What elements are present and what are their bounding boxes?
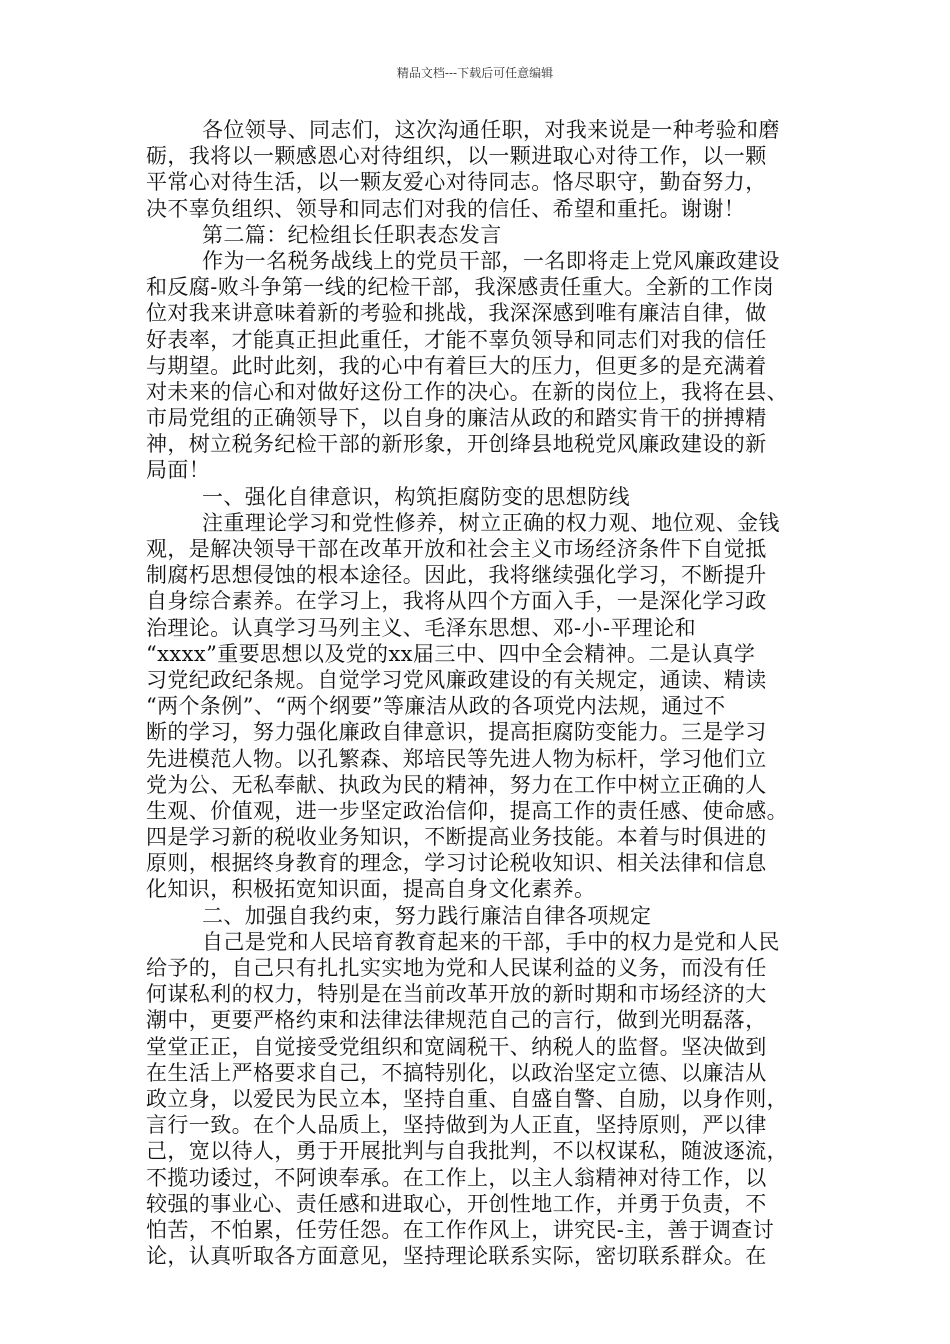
text-line: 与期望。此时此刻，我的心中有着巨大的压力，但更多的是充满着 xyxy=(146,353,767,378)
text-line: 治理论。认真学习马列主义、毛泽东思想、邓-小-平理论和 xyxy=(146,615,696,640)
text-line: 神，树立税务纪检干部的新形象，开创绛县地税党风廉政建设的新 xyxy=(146,432,767,457)
text-line: 二、加强自我约束，努力践行廉洁自律各项规定 xyxy=(202,903,652,928)
text-line: 不揽功诿过，不阿谀奉承。在工作上，以主人翁精神对待工作，以 xyxy=(146,1165,767,1190)
text-line: 对未来的信心和对做好这份工作的决心。在新的岗位上，我将在县、 xyxy=(146,379,788,404)
text-line: 市局党组的正确领导下，以自身的廉洁从政的和踏实肯干的拼搏精 xyxy=(146,406,767,431)
text-line: 化知识，积极拓宽知识面，提高自身文化素养。 xyxy=(146,877,596,902)
text-line: 何谋私利的权力，特别是在当前改革开放的新时期和市场经济的大 xyxy=(146,982,767,1007)
text-line: 党为公、无私奉献、执政为民的精神，努力在工作中树立正确的人 xyxy=(146,772,767,797)
text-line: 习党纪政纪条规。自觉学习党风廉政建设的有关规定，通读、精读 xyxy=(146,667,767,692)
document-body xyxy=(146,117,810,1269)
text-line: 各位领导、同志们，这次沟通任职，对我来说是一种考验和磨 xyxy=(202,118,780,142)
text-line: 言行一致。在个人品质上，坚持做到为人正直，坚持原则，严以律 xyxy=(146,1113,767,1138)
text-line: 局面！ xyxy=(146,458,211,483)
text-line: 作为一名税务战线上的党员干部，一名即将走上党风廉政建设 xyxy=(202,248,780,273)
text-line: 较强的事业心、责任感和进取心，开创性地工作，并勇于负责，不 xyxy=(146,1191,767,1216)
text-line: 四是学习新的税收业务知识，不断提高业务技能。本着与时俱进的 xyxy=(146,825,767,850)
text-line: 平常心对待生活，以一颗友爱心对待同志。恪尽职守，勤奋努力， xyxy=(146,170,767,195)
text-line: 断的学习，努力强化廉政自律意识，提高拒腐防变能力。三是学习 xyxy=(146,720,767,745)
text-line: 注重理论学习和党性修养，树立正确的权力观、地位观、金钱 xyxy=(202,510,780,535)
text-line: 给予的，自己只有扎扎实实地为党和人民谋利益的义务，而没有任 xyxy=(146,956,767,980)
page-header: 精品文档---下载后可任意编辑 xyxy=(396,66,554,80)
text-line: 自身综合素养。在学习上，我将从四个方面入手，一是深化学习政 xyxy=(146,589,767,614)
text-line: 第二篇：纪检组长任职表态发言 xyxy=(202,222,502,247)
text-line: 位对我来讲意味着新的考验和挑战，我深深感到唯有廉洁自律，做 xyxy=(146,301,767,326)
text-line: 好表率，才能真正担此重任，才能不辜负领导和同志们对我的信任 xyxy=(146,327,767,352)
text-line: 潮中，更要严格约束和法律法律规范自己的言行，做到光明磊落， xyxy=(146,1008,767,1033)
text-line: 怕苦，不怕累，任劳任怨。在工作作风上，讲究民-主，善于调查讨 xyxy=(146,1217,775,1242)
text-line: 一、强化自律意识，构筑拒腐防变的思想防线 xyxy=(202,484,630,509)
text-line: 自己是党和人民培育教育起来的干部，手中的权力是党和人民 xyxy=(202,929,780,954)
text-line: 砺，我将以一颗感恩心对待组织，以一颗进取心对待工作，以一颗 xyxy=(146,144,767,169)
text-line: 政立身，以爱民为民立本，坚持自重、自盛自警、自励，以身作则， xyxy=(146,1086,788,1111)
text-line: 观，是解决领导干部在改革开放和社会主义市场经济条件下自觉抵 xyxy=(146,537,767,561)
text-line: 原则，根据终身教育的理念，学习讨论税收知识、相关法律和信息 xyxy=(146,851,767,876)
text-line: 先进模范人物。以孔繁森、郑培民等先进人物为标杆，学习他们立 xyxy=(146,746,767,771)
text-line: 堂堂正正，自觉接受党组织和宽阔税干、纳税人的监督。坚决做到 xyxy=(146,1034,767,1059)
text-line: 生观、价值观，进一步坚定政治信仰，提高工作的责任感、使命感。 xyxy=(146,798,788,823)
text-line: “两个条例”、“两个纲要”等廉洁从政的各项党内法规，通过不 xyxy=(146,694,726,719)
text-line: “xxxx”重要思想以及党的xx届三中、四中全会精神。二是认真学 xyxy=(146,641,756,666)
text-line: 己，宽以待人，勇于开展批判与自我批判，不以权谋私，随波逐流， xyxy=(146,1139,788,1164)
text-line: 制腐朽思想侵蚀的根本途径。因此，我将继续强化学习，不断提升 xyxy=(146,563,767,588)
text-line: 论，认真听取各方面意见，坚持理论联系实际，密切联系群众。在 xyxy=(146,1244,767,1269)
text-line: 和反腐-败斗争第一线的纪检干部，我深感责任重大。全新的工作岗 xyxy=(146,275,775,300)
text-line: 在生活上严格要求自己，不搞特别化，以政治坚定立德、以廉洁从 xyxy=(146,1060,767,1085)
text-line: 决不辜负组织、领导和同志们对我的信任、希望和重托。谢谢！ xyxy=(146,196,746,221)
